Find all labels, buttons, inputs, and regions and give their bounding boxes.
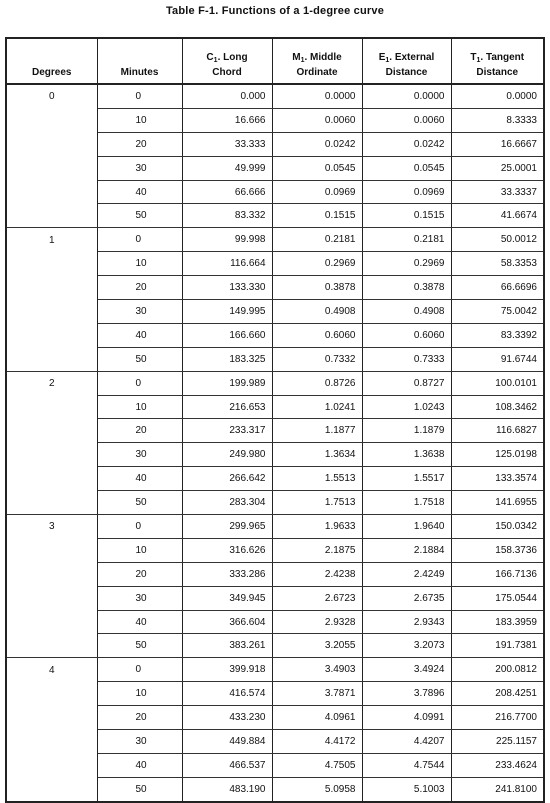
table-row: [6, 108, 544, 132]
header-long-chord-line2: Chord: [212, 67, 242, 78]
cell-tangent-distance: 50.0012: [451, 228, 544, 252]
header-long-chord-letter: C: [206, 52, 214, 63]
cell-long-chord: 349.945: [182, 586, 272, 610]
table-row: [6, 538, 544, 562]
cell-long-chord: 0.000: [182, 84, 272, 108]
table-row: [6, 276, 544, 300]
cell-degrees: [6, 491, 97, 515]
cell-tangent-distance: 241.8100: [451, 777, 544, 801]
cell-minutes: 30: [97, 300, 182, 324]
cell-tangent-distance: 91.6744: [451, 347, 544, 371]
cell-external-distance: 4.0991: [362, 706, 451, 730]
cell-long-chord: 283.304: [182, 491, 272, 515]
cell-tangent-distance: 191.7381: [451, 634, 544, 658]
cell-middle-ordinate: 4.7505: [272, 753, 362, 777]
header-minutes: [97, 38, 182, 84]
cell-degrees: [6, 753, 97, 777]
page-title: Table F-1. Functions of a 1-degree curve: [165, 5, 385, 17]
cell-middle-ordinate: 0.0242: [272, 132, 362, 156]
cell-middle-ordinate: 0.2969: [272, 252, 362, 276]
cell-long-chord: 66.666: [182, 180, 272, 204]
header-external-distance-line2: Distance: [385, 67, 428, 78]
cell-degrees: 2: [6, 371, 97, 395]
table-row: [6, 515, 544, 539]
cell-external-distance: 2.1884: [362, 538, 451, 562]
cell-external-distance: 1.5517: [362, 467, 451, 491]
cell-minutes: 40: [97, 610, 182, 634]
cell-external-distance: 0.2181: [362, 228, 451, 252]
cell-middle-ordinate: 2.4238: [272, 562, 362, 586]
cell-long-chord: 383.261: [182, 634, 272, 658]
cell-external-distance: 2.4249: [362, 562, 451, 586]
header-long-chord-sub: 1: [213, 57, 218, 64]
cell-external-distance: 0.3878: [362, 276, 451, 300]
cell-tangent-distance: 16.6667: [451, 132, 544, 156]
cell-long-chord: 166.660: [182, 323, 272, 347]
table-row: [6, 323, 544, 347]
cell-middle-ordinate: 1.3634: [272, 443, 362, 467]
cell-tangent-distance: 216.7700: [451, 706, 544, 730]
cell-degrees: [6, 634, 97, 658]
cell-tangent-distance: 66.6696: [451, 276, 544, 300]
cell-middle-ordinate: 0.0969: [272, 180, 362, 204]
cell-tangent-distance: 25.0001: [451, 156, 544, 180]
table-row: [6, 132, 544, 156]
table-row: [6, 395, 544, 419]
cell-long-chord: 116.664: [182, 252, 272, 276]
cell-middle-ordinate: 1.7513: [272, 491, 362, 515]
cell-long-chord: 149.995: [182, 300, 272, 324]
cell-external-distance: 0.4908: [362, 300, 451, 324]
table-body: [6, 84, 544, 802]
cell-external-distance: 0.0969: [362, 180, 451, 204]
header-external-distance-sub: 1: [385, 57, 390, 64]
cell-minutes: 50: [97, 347, 182, 371]
cell-middle-ordinate: 0.0060: [272, 108, 362, 132]
cell-middle-ordinate: 0.7332: [272, 347, 362, 371]
cell-minutes: 0: [97, 84, 182, 108]
cell-external-distance: 1.1879: [362, 419, 451, 443]
header-tangent-distance-text: . Tangent: [480, 52, 525, 63]
header-tangent-distance-sub: 1: [476, 57, 481, 64]
cell-middle-ordinate: 0.1515: [272, 204, 362, 228]
cell-long-chord: 133.330: [182, 276, 272, 300]
cell-degrees: [6, 562, 97, 586]
cell-middle-ordinate: 0.3878: [272, 276, 362, 300]
cell-tangent-distance: 33.3337: [451, 180, 544, 204]
cell-external-distance: 3.4924: [362, 658, 451, 682]
cell-middle-ordinate: 2.6723: [272, 586, 362, 610]
cell-long-chord: 416.574: [182, 682, 272, 706]
table-row: [6, 300, 544, 324]
table-row: [6, 562, 544, 586]
cell-degrees: [6, 204, 97, 228]
cell-external-distance: 0.0000: [362, 84, 451, 108]
header-middle-ordinate-letter: M: [292, 52, 301, 63]
cell-minutes: 50: [97, 204, 182, 228]
cell-degrees: 4: [6, 658, 97, 682]
table-header: [6, 38, 544, 84]
header-middle-ordinate: [272, 38, 362, 84]
cell-tangent-distance: 58.3353: [451, 252, 544, 276]
cell-external-distance: 4.7544: [362, 753, 451, 777]
cell-minutes: 10: [97, 252, 182, 276]
cell-external-distance: 1.7518: [362, 491, 451, 515]
cell-long-chord: 433.230: [182, 706, 272, 730]
cell-external-distance: 0.0545: [362, 156, 451, 180]
cell-external-distance: 0.7333: [362, 347, 451, 371]
cell-long-chord: 216.653: [182, 395, 272, 419]
header-middle-ordinate-sub: 1: [300, 57, 305, 64]
cell-degrees: [6, 706, 97, 730]
table-row: [6, 204, 544, 228]
cell-long-chord: 366.604: [182, 610, 272, 634]
cell-long-chord: 299.965: [182, 515, 272, 539]
cell-external-distance: 2.9343: [362, 610, 451, 634]
cell-tangent-distance: 150.0342: [451, 515, 544, 539]
cell-long-chord: 83.332: [182, 204, 272, 228]
header-tangent-distance-line2: Distance: [476, 67, 519, 78]
cell-middle-ordinate: 0.0545: [272, 156, 362, 180]
header-middle-ordinate-line2: Ordinate: [296, 67, 338, 78]
cell-degrees: [6, 467, 97, 491]
cell-middle-ordinate: 5.0958: [272, 777, 362, 801]
header-degrees-label: Degrees: [32, 67, 72, 78]
cell-minutes: 0: [97, 515, 182, 539]
table-row: [6, 777, 544, 801]
header-external-distance: [362, 38, 451, 84]
cell-external-distance: 0.6060: [362, 323, 451, 347]
cell-degrees: [6, 108, 97, 132]
cell-minutes: 10: [97, 395, 182, 419]
cell-tangent-distance: 225.1157: [451, 730, 544, 754]
cell-external-distance: 2.6735: [362, 586, 451, 610]
cell-tangent-distance: 175.0544: [451, 586, 544, 610]
cell-tangent-distance: 100.0101: [451, 371, 544, 395]
cell-degrees: [6, 610, 97, 634]
cell-tangent-distance: 75.0042: [451, 300, 544, 324]
table-row: [6, 371, 544, 395]
header-minutes-label: Minutes: [120, 67, 159, 78]
cell-middle-ordinate: 1.0241: [272, 395, 362, 419]
cell-minutes: 20: [97, 276, 182, 300]
cell-minutes: 20: [97, 419, 182, 443]
cell-tangent-distance: 41.6674: [451, 204, 544, 228]
table-row: [6, 84, 544, 108]
cell-degrees: [6, 323, 97, 347]
cell-degrees: [6, 347, 97, 371]
table-row: [6, 682, 544, 706]
cell-long-chord: 233.317: [182, 419, 272, 443]
cell-degrees: [6, 180, 97, 204]
cell-degrees: [6, 156, 97, 180]
cell-external-distance: 1.9640: [362, 515, 451, 539]
cell-long-chord: 16.666: [182, 108, 272, 132]
cell-tangent-distance: 116.6827: [451, 419, 544, 443]
cell-minutes: 50: [97, 634, 182, 658]
cell-long-chord: 183.325: [182, 347, 272, 371]
cell-middle-ordinate: 4.0961: [272, 706, 362, 730]
cell-minutes: 40: [97, 323, 182, 347]
cell-degrees: [6, 419, 97, 443]
curve-functions-table: [5, 37, 545, 803]
cell-minutes: 30: [97, 156, 182, 180]
table-row: [6, 180, 544, 204]
cell-minutes: 30: [97, 586, 182, 610]
header-degrees: [6, 38, 97, 84]
header-long-chord-text: . Long: [217, 52, 248, 63]
table-row: [6, 610, 544, 634]
cell-minutes: 40: [97, 753, 182, 777]
cell-external-distance: 1.3638: [362, 443, 451, 467]
cell-middle-ordinate: 3.4903: [272, 658, 362, 682]
cell-minutes: 20: [97, 132, 182, 156]
header-external-distance-text: . External: [389, 52, 435, 63]
cell-long-chord: 316.626: [182, 538, 272, 562]
cell-minutes: 40: [97, 180, 182, 204]
table-row: [6, 634, 544, 658]
cell-external-distance: 3.7896: [362, 682, 451, 706]
cell-degrees: 1: [6, 228, 97, 252]
cell-external-distance: 0.0242: [362, 132, 451, 156]
cell-minutes: 10: [97, 108, 182, 132]
cell-tangent-distance: 125.0198: [451, 443, 544, 467]
cell-tangent-distance: 233.4624: [451, 753, 544, 777]
cell-minutes: 20: [97, 706, 182, 730]
cell-long-chord: 449.884: [182, 730, 272, 754]
cell-degrees: [6, 777, 97, 801]
cell-tangent-distance: 0.0000: [451, 84, 544, 108]
cell-degrees: [6, 682, 97, 706]
cell-external-distance: 1.0243: [362, 395, 451, 419]
cell-tangent-distance: 8.3333: [451, 108, 544, 132]
cell-minutes: 0: [97, 658, 182, 682]
cell-minutes: 10: [97, 538, 182, 562]
cell-external-distance: 4.4207: [362, 730, 451, 754]
cell-middle-ordinate: 0.8726: [272, 371, 362, 395]
header-tangent-distance-letter: T: [470, 52, 477, 63]
cell-external-distance: 5.1003: [362, 777, 451, 801]
cell-degrees: [6, 586, 97, 610]
cell-degrees: [6, 300, 97, 324]
table-row: [6, 491, 544, 515]
cell-middle-ordinate: 1.9633: [272, 515, 362, 539]
cell-tangent-distance: 158.3736: [451, 538, 544, 562]
cell-long-chord: 49.999: [182, 156, 272, 180]
cell-long-chord: 199.989: [182, 371, 272, 395]
cell-long-chord: 483.190: [182, 777, 272, 801]
cell-minutes: 50: [97, 491, 182, 515]
cell-degrees: [6, 395, 97, 419]
cell-middle-ordinate: 1.5513: [272, 467, 362, 491]
header-long-chord: [182, 38, 272, 84]
cell-minutes: 50: [97, 777, 182, 801]
cell-tangent-distance: 108.3462: [451, 395, 544, 419]
table-row: [6, 419, 544, 443]
table-row: [6, 706, 544, 730]
cell-tangent-distance: 200.0812: [451, 658, 544, 682]
cell-long-chord: 33.333: [182, 132, 272, 156]
cell-middle-ordinate: 0.0000: [272, 84, 362, 108]
table-row: [6, 658, 544, 682]
cell-degrees: [6, 132, 97, 156]
cell-minutes: 20: [97, 562, 182, 586]
cell-long-chord: 333.286: [182, 562, 272, 586]
cell-tangent-distance: 208.4251: [451, 682, 544, 706]
cell-minutes: 30: [97, 730, 182, 754]
cell-long-chord: 249.980: [182, 443, 272, 467]
cell-middle-ordinate: 4.4172: [272, 730, 362, 754]
cell-minutes: 0: [97, 228, 182, 252]
cell-external-distance: 0.1515: [362, 204, 451, 228]
cell-minutes: 0: [97, 371, 182, 395]
cell-minutes: 10: [97, 682, 182, 706]
cell-tangent-distance: 166.7136: [451, 562, 544, 586]
curve-functions-table-container: [5, 37, 543, 803]
header-external-distance-letter: E: [378, 52, 386, 63]
cell-tangent-distance: 133.3574: [451, 467, 544, 491]
cell-external-distance: 3.2073: [362, 634, 451, 658]
table-row: [6, 753, 544, 777]
cell-long-chord: 99.998: [182, 228, 272, 252]
cell-tangent-distance: 83.3392: [451, 323, 544, 347]
cell-tangent-distance: 183.3959: [451, 610, 544, 634]
table-row: [6, 156, 544, 180]
table-row: [6, 730, 544, 754]
cell-middle-ordinate: 1.1877: [272, 419, 362, 443]
cell-degrees: [6, 252, 97, 276]
cell-middle-ordinate: 3.2055: [272, 634, 362, 658]
cell-degrees: [6, 443, 97, 467]
cell-middle-ordinate: 2.1875: [272, 538, 362, 562]
cell-degrees: [6, 276, 97, 300]
cell-external-distance: 0.2969: [362, 252, 451, 276]
cell-external-distance: 0.8727: [362, 371, 451, 395]
table-row: [6, 347, 544, 371]
cell-middle-ordinate: 2.9328: [272, 610, 362, 634]
cell-long-chord: 266.642: [182, 467, 272, 491]
cell-degrees: [6, 730, 97, 754]
table-row: [6, 252, 544, 276]
cell-minutes: 40: [97, 467, 182, 491]
table-row: [6, 467, 544, 491]
cell-middle-ordinate: 0.6060: [272, 323, 362, 347]
table-row: [6, 443, 544, 467]
cell-degrees: 0: [6, 84, 97, 108]
table-row: [6, 228, 544, 252]
header-tangent-distance: [451, 38, 544, 84]
cell-external-distance: 0.0060: [362, 108, 451, 132]
cell-middle-ordinate: 0.2181: [272, 228, 362, 252]
cell-middle-ordinate: 3.7871: [272, 682, 362, 706]
table-row: [6, 586, 544, 610]
cell-tangent-distance: 141.6955: [451, 491, 544, 515]
cell-long-chord: 399.918: [182, 658, 272, 682]
cell-middle-ordinate: 0.4908: [272, 300, 362, 324]
header-row: [6, 38, 544, 84]
cell-degrees: 3: [6, 515, 97, 539]
cell-degrees: [6, 538, 97, 562]
header-middle-ordinate-text: . Middle: [304, 52, 342, 63]
cell-long-chord: 466.537: [182, 753, 272, 777]
cell-minutes: 30: [97, 443, 182, 467]
